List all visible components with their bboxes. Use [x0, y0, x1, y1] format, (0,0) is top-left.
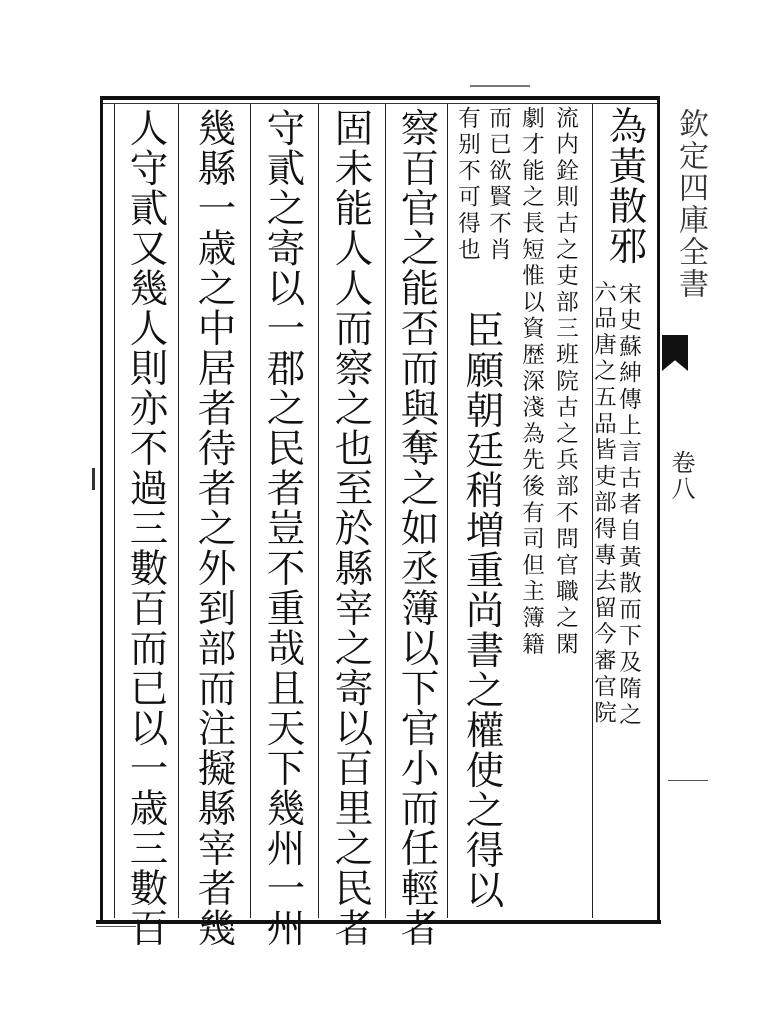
frame-bottom-rule [96, 920, 661, 924]
annotation-column: 宋史蘇紳傳上言古者自黃散而下及隋之 [615, 282, 642, 730]
text-column-5: 而已欲賢不肖 [485, 106, 512, 264]
text-column-12: 人守貳又幾人則亦不過三數百而已以一歳三數百 [123, 108, 169, 948]
column-divider [447, 104, 448, 918]
left-edge-tick [92, 468, 95, 490]
text-column-6: 有别不可得也 [454, 106, 481, 264]
frame-top-inner-rule [100, 103, 660, 104]
column-divider [385, 104, 386, 918]
frame-top-rule [100, 96, 660, 100]
frame-left-rule [100, 96, 103, 924]
column-divider [250, 104, 251, 918]
text-column-3: 流内銓則古之吏部三班院古之兵部不問官職之閑 [552, 106, 579, 659]
margin-juan-label: 卷八 [667, 450, 695, 502]
top-smudge [470, 85, 530, 87]
margin-book-title: 欽定四庫全書 [673, 108, 708, 300]
column-divider [114, 104, 115, 918]
text-column-1: 為黃散邪 [602, 106, 648, 266]
text-column-4: 劇才能之長短惟以資歴深淺為先後有司但主簿籍 [518, 106, 545, 659]
text-column-10: 守貳之寄以一郡之民者豈不重哉且天下幾州一州 [260, 108, 306, 948]
text-column-8: 察百官之能否而與奪之如丞簿以下官小而任輕者 [394, 108, 440, 948]
margin-rule [668, 780, 708, 781]
column-divider [178, 104, 179, 918]
text-column-7: 臣願朝廷稍増重尚書之權使之得以 [459, 310, 505, 910]
column-divider [318, 104, 319, 918]
text-column-11: 幾縣一歳之中居者待者之外到部而注擬縣宰者幾 [191, 108, 237, 948]
text-column-9: 固未能人人而察之也至於縣宰之寄以百里之民者 [328, 108, 374, 948]
text-column-2: 六品唐之五品皆吏部得專去留今審官院 [590, 280, 617, 728]
